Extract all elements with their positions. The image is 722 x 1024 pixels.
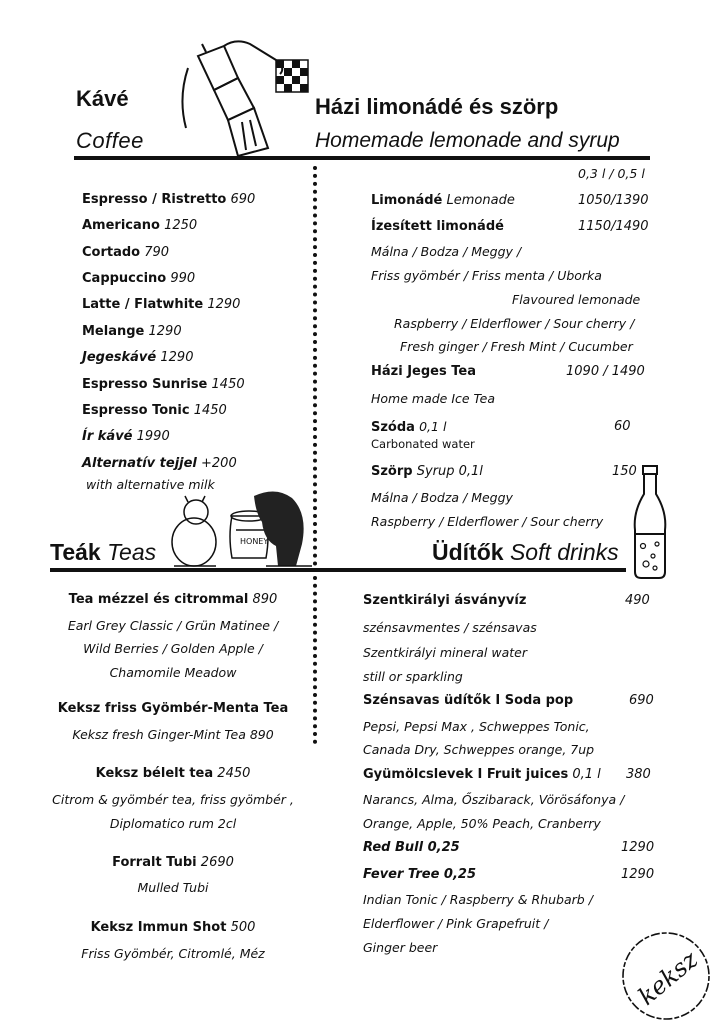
coffee-item: Espresso Tonic 1450 [82, 403, 227, 418]
svg-text:HONEY: HONEY [240, 537, 269, 546]
coffee-item: Cappuccino 990 [82, 271, 196, 286]
fevertree-item: Fever Tree 0,25 [363, 867, 477, 882]
flavours-en-line: Fresh ginger / Fresh Mint / Cucumber [400, 339, 633, 354]
icetea-en: Home made Ice Tea [371, 391, 495, 406]
syrup-price: 150 [612, 464, 637, 479]
flavours-hu-line: Friss gyömbér / Friss menta / Uborka [371, 268, 602, 283]
teas-title-hu: Teák [50, 539, 101, 565]
mineral-price: 490 [625, 593, 650, 608]
syrup-flavours-hu: Málna / Bodza / Meggy [371, 490, 513, 505]
tea-honey-item: Tea mézzel és citrommal 890 [68, 592, 278, 607]
soda-price: 60 [614, 419, 631, 434]
juice-line: Narancs, Alma, Őszibarack, Vörösáfonya / [363, 792, 625, 807]
tea-lined-item: Keksz bélelt tea 2450 [95, 766, 251, 781]
icetea-price: 1090 / 1490 [566, 364, 645, 379]
syrup-item: Szörp Syrup 0,1l [371, 464, 483, 479]
tea-honey-line: Wild Berries / Golden Apple / [83, 641, 263, 656]
tea-lined-line: Diplomatico rum 2cl [109, 816, 237, 831]
coffee-item: Ír kávé 1990 [82, 429, 170, 444]
soft-title [432, 539, 619, 566]
juice-item: Gyümölcslevek I Fruit juices 0,1 l [363, 767, 601, 782]
tea-mulled-sub: Mulled Tubi [137, 880, 209, 895]
lemonade-title-en: Homemade lemonade and syrup [315, 129, 620, 152]
tea-mulled-item: Forralt Tubi 2690 [112, 855, 234, 870]
flavours-en-line: Raspberry / Elderflower / Sour cherry / [394, 316, 635, 331]
tea-honey-line: Chamomile Meadow [109, 665, 237, 680]
coffee-item: Cortado 790 [82, 245, 170, 260]
coffee-title-hu: Kávé [76, 86, 129, 111]
middle-divider [50, 568, 626, 572]
flavoured-en: Flavoured lemonade [512, 292, 641, 307]
juice-line: Orange, Apple, 50% Peach, Cranberry [363, 816, 601, 831]
fevertree-line: Ginger beer [363, 940, 438, 955]
teas-title [50, 539, 156, 566]
soda-en: Carbonated water [371, 437, 475, 451]
lemonade-price: 1050/1390 [578, 193, 649, 208]
bears-honey-illustration [166, 486, 312, 572]
sodapop-price: 690 [629, 693, 654, 708]
tea-ginger-sub: Keksz fresh Ginger-Mint Tea 890 [72, 727, 274, 742]
flavoured-lemonade-price: 1150/1490 [578, 219, 649, 234]
coffee-title-en: Coffee [76, 128, 144, 153]
mineral-line: szénsavmentes / szénsavas [363, 620, 537, 635]
alt-milk-note: with alternative milk [86, 477, 215, 492]
coffee-item: Espresso / Ristretto 690 [82, 192, 256, 207]
fevertree-line: Indian Tonic / Raspberry & Rhubarb / [363, 892, 593, 907]
tea-honey-line: Earl Grey Classic / Grün Matinee / [67, 618, 279, 633]
flavours-hu-line: Málna / Bodza / Meggy / [371, 244, 522, 259]
redbull-item: Red Bull 0,25 [363, 840, 460, 855]
tea-immun-sub: Friss Gyömbér, Citromlé, Méz [81, 946, 265, 961]
coffee-item: Jegeskávé 1290 [82, 350, 194, 365]
syrup-flavours-en: Raspberry / Elderflower / Sour cherry [371, 514, 604, 529]
tea-ginger-item: Keksz friss Gyömbér-Menta Tea [57, 701, 289, 716]
coffee-item: Espresso Sunrise 1450 [82, 377, 245, 392]
keksz-logo [614, 928, 718, 1022]
mineral-item: Szentkirályi ásványvíz [363, 593, 527, 608]
soft-title-hu: Üdítők [432, 539, 504, 565]
lemonade-title-hu: Házi limonádé és szörp [315, 94, 559, 119]
fevertree-price: 1290 [621, 867, 655, 882]
tea-immun-item: Keksz Immun Shot 500 [90, 920, 256, 935]
mineral-line: Szentkirályi mineral water [363, 645, 527, 660]
sodapop-line: Pepsi, Pepsi Max , Schweppes Tonic, [363, 719, 590, 734]
coffee-item: Americano 1250 [82, 218, 198, 233]
alt-milk-item: Alternatív tejjel +200 [82, 456, 237, 471]
vertical-divider-bottom [313, 576, 317, 744]
juice-price: 380 [626, 767, 651, 782]
vertical-divider-top [313, 166, 317, 566]
soda-item: Szóda 0,1 l [371, 419, 447, 435]
flavoured-lemonade-item: Ízesített limonádé [371, 219, 504, 234]
lemonade-item: Limonádé Lemonade [371, 193, 515, 208]
sodapop-item: Szénsavas üdítők I Soda pop [363, 693, 574, 708]
teas-title-en: Teas [107, 539, 157, 565]
tea-lined-line: Citrom & gyömbér tea, friss gyömbér , [52, 792, 294, 807]
coffee-item: Latte / Flatwhite 1290 [82, 297, 241, 312]
coffee-pot-illustration [176, 38, 316, 160]
soft-title-en: Soft drinks [509, 539, 619, 565]
sodapop-line: Canada Dry, Schweppes orange, 7up [363, 742, 595, 757]
top-divider [74, 156, 650, 160]
logo-text: keksz [632, 945, 704, 1011]
redbull-price: 1290 [621, 840, 655, 855]
size-header: 0,3 l / 0,5 l [578, 166, 645, 181]
icetea-item: Házi Jeges Tea [371, 364, 476, 379]
fevertree-line: Elderflower / Pink Grapefruit / [363, 916, 549, 931]
soda-bottle-illustration [629, 464, 671, 582]
mineral-line: still or sparkling [363, 669, 463, 684]
coffee-item: Melange 1290 [82, 324, 182, 339]
